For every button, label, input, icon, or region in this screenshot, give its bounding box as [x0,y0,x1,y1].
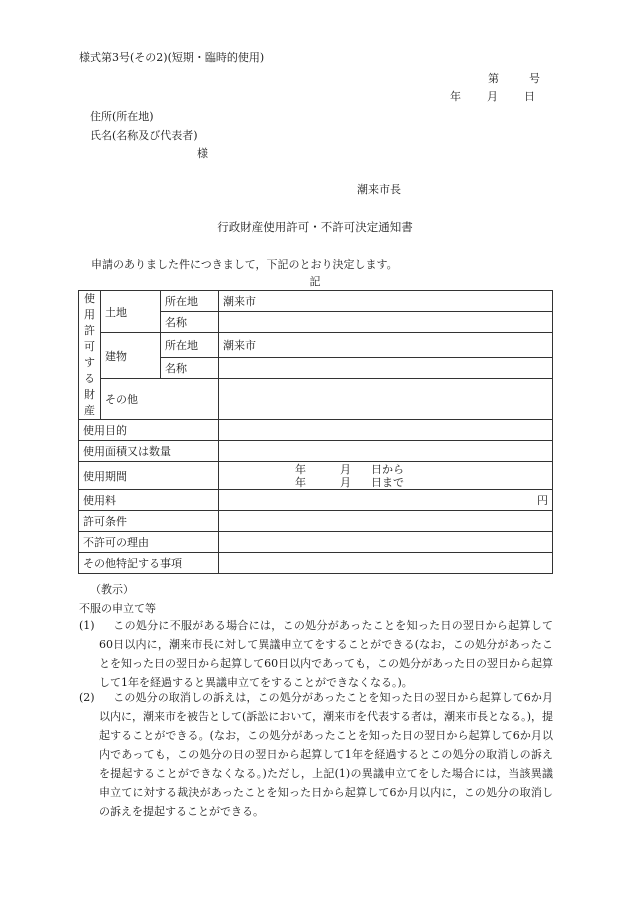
instruction-paragraph-1 [79,616,553,692]
building-name-label: 名称 [161,358,219,379]
building-label: 建物 [101,333,161,379]
purpose-label: 使用目的 [79,420,219,441]
recipient-name-label: 氏名(名称及び代表者) [90,129,198,142]
period-value [219,462,553,490]
paragraph-text-2: この処分の取消しの訴えは，この処分があったことを知った日の翌日から起算して6か月以内に，潮来市を被告として(訴訟において，潮来市を代表する者は，潮来市長となる。)，提起することができる。(なお，この処分があったことを知った日の翌日から起算して6か月以内であっても，この処分の日の翌日から起算して1年を経過するとこの処分の取消しの訴えを提起することができなくなる。)ただし，上記(1)の異議申立てをした場合には，当該異議申立てに対する裁決があったことを知った日から起算して6か月以内に，この処分の取消しの訴えを提起することができる。 [99,691,553,818]
other-label: その他 [101,379,219,420]
fee-label: 使用料 [79,490,219,511]
intro-text: 申請のありました件につきまして，下記のとおり決定します。 [91,258,398,271]
building-location-label: 所在地 [161,333,219,358]
issuer: 潮来市長 [357,183,401,196]
ki-heading: 記 [309,275,321,288]
building-name-value [219,358,553,379]
area-label: 使用面積又は数量 [79,441,219,462]
date-day: 日 [524,90,535,103]
document-date [450,88,535,104]
land-name-value [219,312,553,333]
refusal-reason-label: 不許可の理由 [79,532,219,553]
period-to: 年 月 日まで [295,475,404,489]
refusal-reason-value [219,532,553,553]
building-location-value: 潮来市 [219,333,553,358]
purpose-value [219,420,553,441]
other-value [219,379,553,420]
land-name-label: 名称 [161,312,219,333]
number-dai: 第 [488,72,499,85]
conditions-value [219,511,553,532]
land-location-value: 潮来市 [219,291,553,312]
instruction-paragraph-2 [79,688,553,821]
fee-value: 円 [219,490,553,511]
document-title: 行政財産使用許可・不許可決定通知書 [217,220,413,234]
conditions-label: 許可条件 [79,511,219,532]
paragraph-text-1: この処分に不服がある場合には，この処分があったことを知った日の翌日から起算して60日以内に，潮来市長に対して異議申立てをすることができる(なお，この処分があったことを知った日の翌日から起算して60日以内であっても，この処分があった日の翌日から起算して1年を経過すると異議申立てをすることができなくなる。)。 [99,619,553,689]
property-group-label: 使 用 許 可 す る 財 産 [79,291,101,420]
recipient-address-label: 住所(所在地) [90,110,154,123]
special-notes-value [219,553,553,574]
recipient-honorific: 様 [197,147,208,160]
document-number [488,70,540,86]
period-label: 使用期間 [79,462,219,490]
date-month: 月 [487,90,498,103]
appeal-heading: 不服の申立て等 [79,602,156,615]
area-value [219,441,553,462]
paragraph-number-1: (1) [79,619,95,632]
special-notes-label: その他特記する事項 [79,553,219,574]
paragraph-number-2: (2) [79,691,95,704]
decision-table [78,290,553,574]
number-go: 号 [529,72,540,85]
land-location-label: 所在地 [161,291,219,312]
form-code: 様式第3号(その2)(短期・臨時的使用) [79,51,265,64]
kyoji-heading: （教示） [90,583,134,596]
land-label: 土地 [101,291,161,333]
period-from: 年 月 日から [295,462,404,476]
date-year: 年 [450,90,461,103]
